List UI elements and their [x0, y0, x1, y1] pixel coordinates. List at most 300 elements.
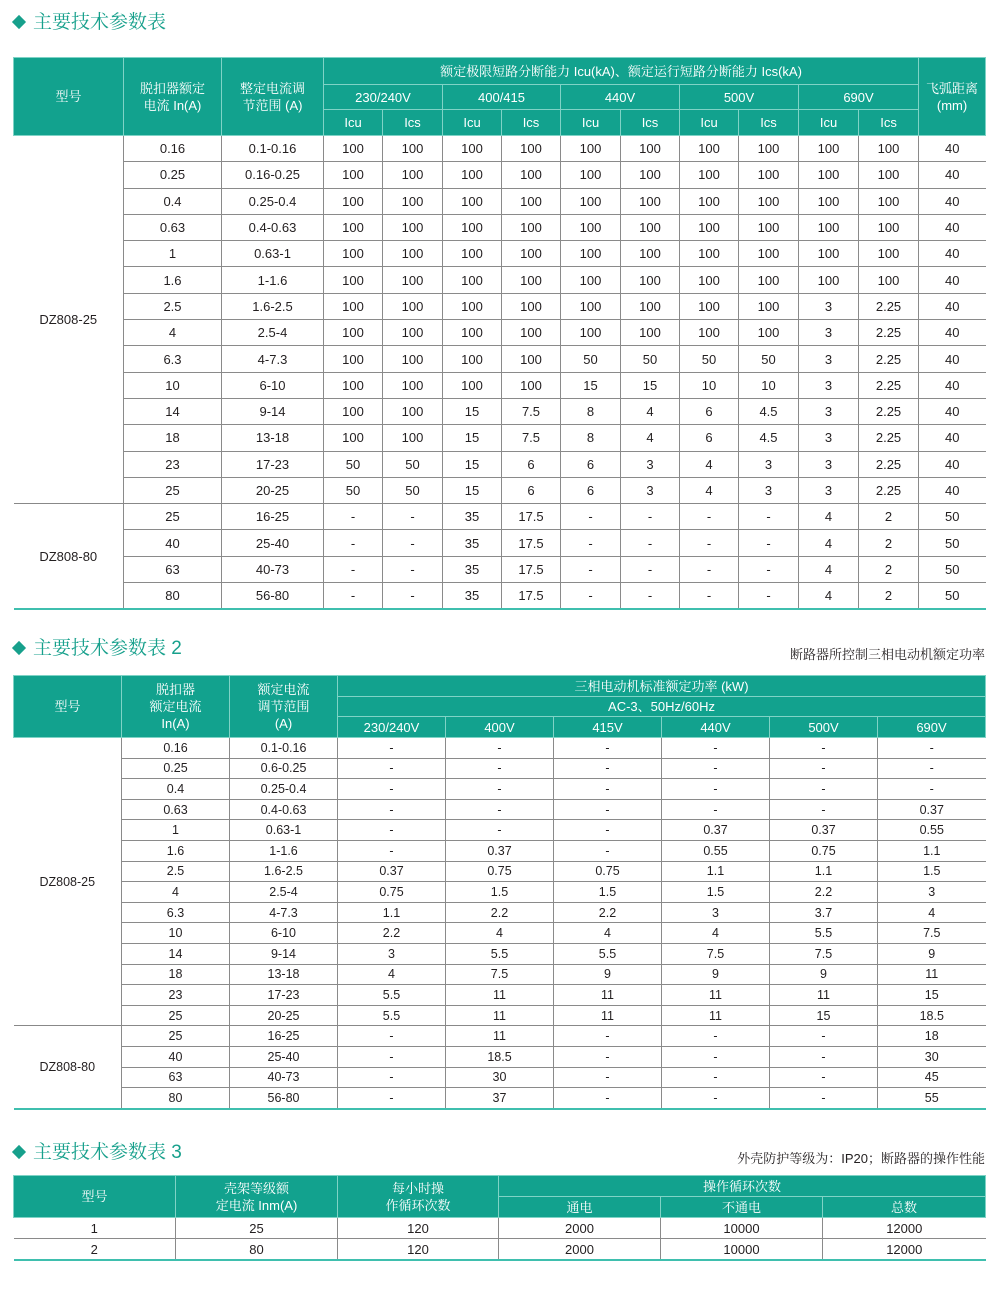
table-cell: -	[338, 1026, 446, 1047]
table-cell: 4-7.3	[230, 902, 338, 923]
table-cell: 100	[502, 346, 561, 372]
table-cell: 1-1.6	[230, 840, 338, 861]
table-cell: 9	[662, 964, 770, 985]
table-cell: 7.5	[502, 398, 561, 424]
table-cell: 14	[122, 943, 230, 964]
header-voltage: 500V	[680, 85, 799, 110]
table-cell: -	[554, 1046, 662, 1067]
header-voltage: 440V	[561, 85, 680, 110]
table-cell: 25-40	[222, 530, 324, 556]
table-cell: 100	[739, 188, 799, 214]
table-cell: 5.5	[338, 1005, 446, 1026]
table-row	[14, 1026, 986, 1047]
table-cell: 100	[621, 136, 680, 162]
table-cell: -	[680, 583, 739, 610]
table-cell: 100	[680, 188, 739, 214]
table-row	[14, 943, 986, 964]
table-cell: 100	[680, 214, 739, 240]
model-cell: DZ808-80	[14, 504, 124, 610]
table-cell: 6-10	[230, 923, 338, 944]
table-cell: 100	[859, 241, 919, 267]
table-cell: -	[554, 738, 662, 759]
table-cell: 0.16-0.25	[222, 162, 324, 188]
table-cell: 50	[621, 346, 680, 372]
section-3-title-text: 主要技术参数表 3	[33, 1142, 182, 1163]
table-cell: 40	[919, 477, 986, 503]
table-cell: -	[770, 1046, 878, 1067]
table-cell: -	[383, 530, 443, 556]
table-cell: 1.1	[338, 902, 446, 923]
table-cell: 0.16	[124, 136, 222, 162]
table-cell: 100	[443, 162, 502, 188]
table-cell: 1.5	[446, 882, 554, 903]
table-row	[14, 1005, 986, 1026]
table-cell: 10000	[661, 1239, 823, 1261]
table-cell: 100	[561, 293, 621, 319]
spec-table-3	[13, 1175, 986, 1261]
table-row	[14, 162, 986, 188]
table-cell: -	[554, 1067, 662, 1088]
table-row	[14, 1046, 986, 1067]
table-row	[14, 425, 986, 451]
section-3-title	[10, 1142, 182, 1164]
table-cell: 5.5	[770, 923, 878, 944]
table-cell: 1.6	[122, 840, 230, 861]
table-cell: 100	[739, 162, 799, 188]
table-cell: 6	[680, 398, 739, 424]
table-cell: 50	[561, 346, 621, 372]
header-setting-range: 整定电流调节范围 (A)	[222, 58, 324, 136]
table-row	[14, 902, 986, 923]
table-cell: -	[770, 758, 878, 779]
table-cell: 100	[739, 241, 799, 267]
table-cell: 2.2	[554, 902, 662, 923]
table-cell: 4	[662, 923, 770, 944]
table-cell: 35	[443, 504, 502, 530]
table-cell: 40	[919, 267, 986, 293]
table-cell: 16-25	[230, 1026, 338, 1047]
table-cell: 100	[443, 372, 502, 398]
header-voltage: 400V	[446, 717, 554, 738]
table-cell: 3	[878, 882, 986, 903]
header-ics: Ics	[383, 110, 443, 136]
table-cell: 10	[680, 372, 739, 398]
table-cell: 100	[383, 136, 443, 162]
table-cell: 2	[14, 1239, 176, 1261]
table-cell: 1.5	[878, 861, 986, 882]
table-cell: 100	[383, 267, 443, 293]
table-cell: 100	[502, 162, 561, 188]
table-cell: 100	[502, 214, 561, 240]
table-cell: 6-10	[222, 372, 324, 398]
table-cell: 4	[680, 477, 739, 503]
table-cell: 100	[621, 214, 680, 240]
table-cell: 100	[621, 293, 680, 319]
table-row	[14, 923, 986, 944]
table-cell: -	[383, 583, 443, 610]
table-cell: 100	[561, 136, 621, 162]
table-cell: 0.63	[122, 799, 230, 820]
table-cell: 100	[739, 320, 799, 346]
table-cell: 40-73	[230, 1067, 338, 1088]
section-3-note: 外壳防护等级为：IP20；断路器的操作性能	[737, 1151, 985, 1166]
header-model: 型号	[14, 676, 122, 738]
table-cell: 3	[799, 425, 859, 451]
table-cell: 100	[621, 162, 680, 188]
header-range-line3: (A)	[274, 716, 293, 731]
table-cell: -	[739, 530, 799, 556]
table-cell: 100	[739, 293, 799, 319]
table-cell: -	[561, 530, 621, 556]
section-1-title-text: 主要技术参数表	[33, 12, 167, 33]
header-icu: Icu	[561, 110, 621, 136]
table-cell: 80	[176, 1239, 338, 1261]
table-cell: 23	[124, 451, 222, 477]
table-cell: 20-25	[230, 1005, 338, 1026]
table-cell: 100	[324, 346, 383, 372]
table-cell: 0.63-1	[222, 241, 324, 267]
table-cell: -	[680, 530, 739, 556]
table-cell: -	[338, 1046, 446, 1067]
header-ics: Ics	[621, 110, 680, 136]
table-cell: -	[621, 504, 680, 530]
table-cell: 100	[383, 425, 443, 451]
table-cell: 0.63	[124, 214, 222, 240]
table-cell: 25-40	[230, 1046, 338, 1067]
header-energized: 通电	[499, 1197, 661, 1218]
table-row	[14, 556, 986, 582]
table-cell: -	[770, 799, 878, 820]
table-cell: 100	[443, 293, 502, 319]
table-cell: 3.7	[770, 902, 878, 923]
table-cell: 100	[799, 162, 859, 188]
table-cell: 9	[770, 964, 878, 985]
table-cell: 0.25	[124, 162, 222, 188]
table-cell: 0.75	[338, 882, 446, 903]
table-cell: 1	[124, 241, 222, 267]
table-cell: 12000	[823, 1239, 986, 1261]
table-cell: 11	[878, 964, 986, 985]
table-cell: 18	[122, 964, 230, 985]
table-cell: 15	[443, 477, 502, 503]
table-cell: 120	[338, 1239, 499, 1261]
header-range	[230, 676, 338, 738]
table-row	[14, 267, 986, 293]
table-cell: 4	[621, 425, 680, 451]
table-row	[14, 985, 986, 1006]
table-cell: -	[621, 583, 680, 610]
table-cell: 0.25-0.4	[222, 188, 324, 214]
table-cell: -	[338, 738, 446, 759]
table-cell: 18.5	[878, 1005, 986, 1026]
diamond-bullet-icon	[12, 15, 26, 29]
table-cell: 17.5	[502, 530, 561, 556]
table-cell: 1-1.6	[222, 267, 324, 293]
table-cell: 50	[383, 477, 443, 503]
table-cell: 100	[383, 188, 443, 214]
table-cell: -	[739, 556, 799, 582]
table-cell: 100	[502, 241, 561, 267]
table-cell: 100	[443, 214, 502, 240]
table-cell: 3	[799, 372, 859, 398]
table-cell: 100	[383, 320, 443, 346]
table-cell: 50	[919, 583, 986, 610]
table-cell: 50	[680, 346, 739, 372]
header-icu: Icu	[324, 110, 383, 136]
table-cell: 7.5	[878, 923, 986, 944]
table-cell: 2	[859, 530, 919, 556]
table-cell: 100	[324, 293, 383, 319]
table-cell: 2000	[499, 1239, 661, 1261]
header-ics: Ics	[859, 110, 919, 136]
table-cell: 7.5	[502, 425, 561, 451]
table-row	[14, 372, 986, 398]
table-cell: 100	[502, 372, 561, 398]
header-frame-current-line1: 壳架等级额	[223, 1180, 289, 1196]
table-cell: 100	[383, 372, 443, 398]
table-row	[14, 188, 986, 214]
header-cycles-per-hour-line1: 每小时操	[391, 1180, 444, 1196]
table-cell: 40	[919, 214, 986, 240]
table-cell: 100	[561, 214, 621, 240]
header-rated-current-line3: In(A)	[161, 716, 190, 731]
table-cell: 13-18	[222, 425, 324, 451]
table-cell: 0.37	[338, 861, 446, 882]
table-cell: 3	[799, 320, 859, 346]
table-cell: 50	[919, 530, 986, 556]
table-cell: 0.37	[446, 840, 554, 861]
table-cell: 0.37	[878, 799, 986, 820]
table-cell: 4	[799, 556, 859, 582]
table-cell: 30	[446, 1067, 554, 1088]
table-cell: 40	[919, 372, 986, 398]
header-voltage: 690V	[878, 717, 986, 738]
table-cell: 1.1	[878, 840, 986, 861]
table-cell: 100	[621, 241, 680, 267]
table-cell: 100	[443, 136, 502, 162]
table-cell: 0.4-0.63	[222, 214, 324, 240]
table-cell: -	[662, 779, 770, 800]
table-cell: 100	[680, 267, 739, 293]
table-cell: 100	[680, 136, 739, 162]
table-cell: 23	[122, 985, 230, 1006]
section-2-title-text: 主要技术参数表 2	[33, 638, 182, 659]
table-cell: -	[338, 799, 446, 820]
table-cell: 2.25	[859, 372, 919, 398]
table-row	[14, 451, 986, 477]
table-cell: 40	[919, 451, 986, 477]
table-cell: 6	[561, 477, 621, 503]
table-row	[14, 1067, 986, 1088]
table-cell: 50	[919, 504, 986, 530]
table-cell: 100	[621, 188, 680, 214]
table-cell: 2000	[499, 1218, 661, 1239]
table-cell: 100	[324, 136, 383, 162]
table-cell: 7.5	[770, 943, 878, 964]
table-cell: -	[561, 583, 621, 610]
table-cell: 50	[383, 451, 443, 477]
table-cell: 100	[502, 267, 561, 293]
table-cell: 15	[770, 1005, 878, 1026]
table-row	[14, 820, 986, 841]
table-cell: -	[338, 758, 446, 779]
table-cell: -	[878, 758, 986, 779]
table-cell: 4	[799, 583, 859, 610]
table-cell: 11	[446, 985, 554, 1006]
table-cell: 100	[859, 136, 919, 162]
table-cell: 0.4	[124, 188, 222, 214]
table-cell: 11	[446, 1026, 554, 1047]
table-cell: 4	[799, 530, 859, 556]
table-cell: 3	[621, 451, 680, 477]
header-icu: Icu	[799, 110, 859, 136]
spec-table-2	[13, 675, 986, 1110]
table-row	[14, 530, 986, 556]
table-cell: 4	[878, 902, 986, 923]
table-cell: 3	[739, 477, 799, 503]
table-cell: 2.25	[859, 346, 919, 372]
table-cell: 4	[680, 451, 739, 477]
table-cell: 100	[502, 188, 561, 214]
table-cell: 50	[324, 477, 383, 503]
table-cell: 100	[859, 162, 919, 188]
table-cell: 6	[680, 425, 739, 451]
model-cell: DZ808-25	[14, 136, 124, 504]
header-ics: Ics	[739, 110, 799, 136]
table-cell: 4	[338, 964, 446, 985]
table-cell: 25	[176, 1218, 338, 1239]
header-ac: AC-3、50Hz/60Hz	[338, 697, 986, 717]
table-cell: 4.5	[739, 398, 799, 424]
table-cell: 2.25	[859, 398, 919, 424]
table-cell: -	[338, 840, 446, 861]
table-row	[14, 882, 986, 903]
table-row	[14, 799, 986, 820]
table-cell: 1	[14, 1218, 176, 1239]
table-cell: 56-80	[222, 583, 324, 610]
header-breaking-capacity: 额定极限短路分断能力 Icu(kA)、额定运行短路分断能力 Ics(kA)	[324, 58, 919, 85]
table-cell: 100	[561, 241, 621, 267]
table-cell: 14	[124, 398, 222, 424]
table-cell: -	[383, 556, 443, 582]
table-cell: -	[446, 799, 554, 820]
table-cell: 18.5	[446, 1046, 554, 1067]
table-cell: 100	[799, 241, 859, 267]
table-cell: 50	[919, 556, 986, 582]
table-cell: 40	[919, 136, 986, 162]
table-row	[14, 583, 986, 610]
table-cell: -	[554, 1088, 662, 1109]
table-cell: -	[680, 556, 739, 582]
table-cell: 63	[122, 1067, 230, 1088]
header-power: 三相电动机标准额定功率 (kW)	[338, 676, 986, 697]
table-cell: 100	[680, 241, 739, 267]
header-model: 型号	[14, 58, 124, 136]
table-cell: 100	[561, 162, 621, 188]
table-cell: 80	[122, 1088, 230, 1109]
table-cell: 100	[859, 267, 919, 293]
table-cell: -	[662, 1067, 770, 1088]
table-cell: 100	[739, 136, 799, 162]
table-cell: 40	[919, 320, 986, 346]
table-cell: 25	[124, 504, 222, 530]
table-cell: -	[680, 504, 739, 530]
table-cell: -	[324, 530, 383, 556]
table-row	[14, 861, 986, 882]
table-row	[14, 1239, 986, 1261]
table-cell: 40	[919, 398, 986, 424]
table-cell: 2.2	[446, 902, 554, 923]
header-rated-current-line1: 脱扣器	[155, 682, 195, 697]
table-cell: 0.25-0.4	[230, 779, 338, 800]
table-cell: 100	[383, 398, 443, 424]
table-cell: -	[662, 1046, 770, 1067]
table-cell: 40-73	[222, 556, 324, 582]
table-cell: 40	[919, 425, 986, 451]
table-cell: 100	[621, 320, 680, 346]
table-cell: 2	[859, 556, 919, 582]
table-cell: 2.25	[859, 477, 919, 503]
table-cell: 9	[554, 964, 662, 985]
table-cell: -	[446, 738, 554, 759]
table-cell: 0.55	[662, 840, 770, 861]
table-cell: 6.3	[122, 902, 230, 923]
table-cell: 11	[446, 1005, 554, 1026]
header-frame-current	[176, 1176, 338, 1218]
table-cell: 55	[878, 1088, 986, 1109]
table-cell: 3	[662, 902, 770, 923]
table-cell: 10000	[661, 1218, 823, 1239]
table-cell: 1.5	[554, 882, 662, 903]
table-cell: 17.5	[502, 504, 561, 530]
table-cell: 10	[124, 372, 222, 398]
section-2-title	[10, 638, 182, 660]
table-cell: 15	[443, 451, 502, 477]
table-cell: 17-23	[222, 451, 324, 477]
table-cell: 37	[446, 1088, 554, 1109]
table-cell: -	[662, 738, 770, 759]
table-cell: 0.1-0.16	[222, 136, 324, 162]
table-cell: 100	[443, 346, 502, 372]
table-row	[14, 964, 986, 985]
table-cell: 100	[443, 241, 502, 267]
table-cell: 40	[124, 530, 222, 556]
table-cell: -	[662, 1088, 770, 1109]
table-cell: 8	[561, 425, 621, 451]
table-cell: 100	[443, 320, 502, 346]
table-cell: 100	[324, 162, 383, 188]
table-cell: -	[770, 1088, 878, 1109]
table-cell: 11	[770, 985, 878, 1006]
table-row	[14, 738, 986, 759]
table-cell: -	[739, 504, 799, 530]
table-cell: 1.6	[124, 267, 222, 293]
table-cell: 2	[859, 583, 919, 610]
header-rated-current	[122, 676, 230, 738]
table-cell: 2.25	[859, 293, 919, 319]
table-cell: 3	[799, 346, 859, 372]
table-cell: -	[324, 504, 383, 530]
header-ics: Ics	[502, 110, 561, 136]
table-cell: 35	[443, 556, 502, 582]
header-arc-distance: 飞弧距离 (mm)	[919, 58, 986, 136]
table-cell: 0.6-0.25	[230, 758, 338, 779]
table-cell: 4	[621, 398, 680, 424]
table-cell: 13-18	[230, 964, 338, 985]
table-cell: 5.5	[338, 985, 446, 1006]
section-2-note: 断路器所控制三相电动机额定功率	[789, 647, 985, 662]
table-cell: 7.5	[662, 943, 770, 964]
